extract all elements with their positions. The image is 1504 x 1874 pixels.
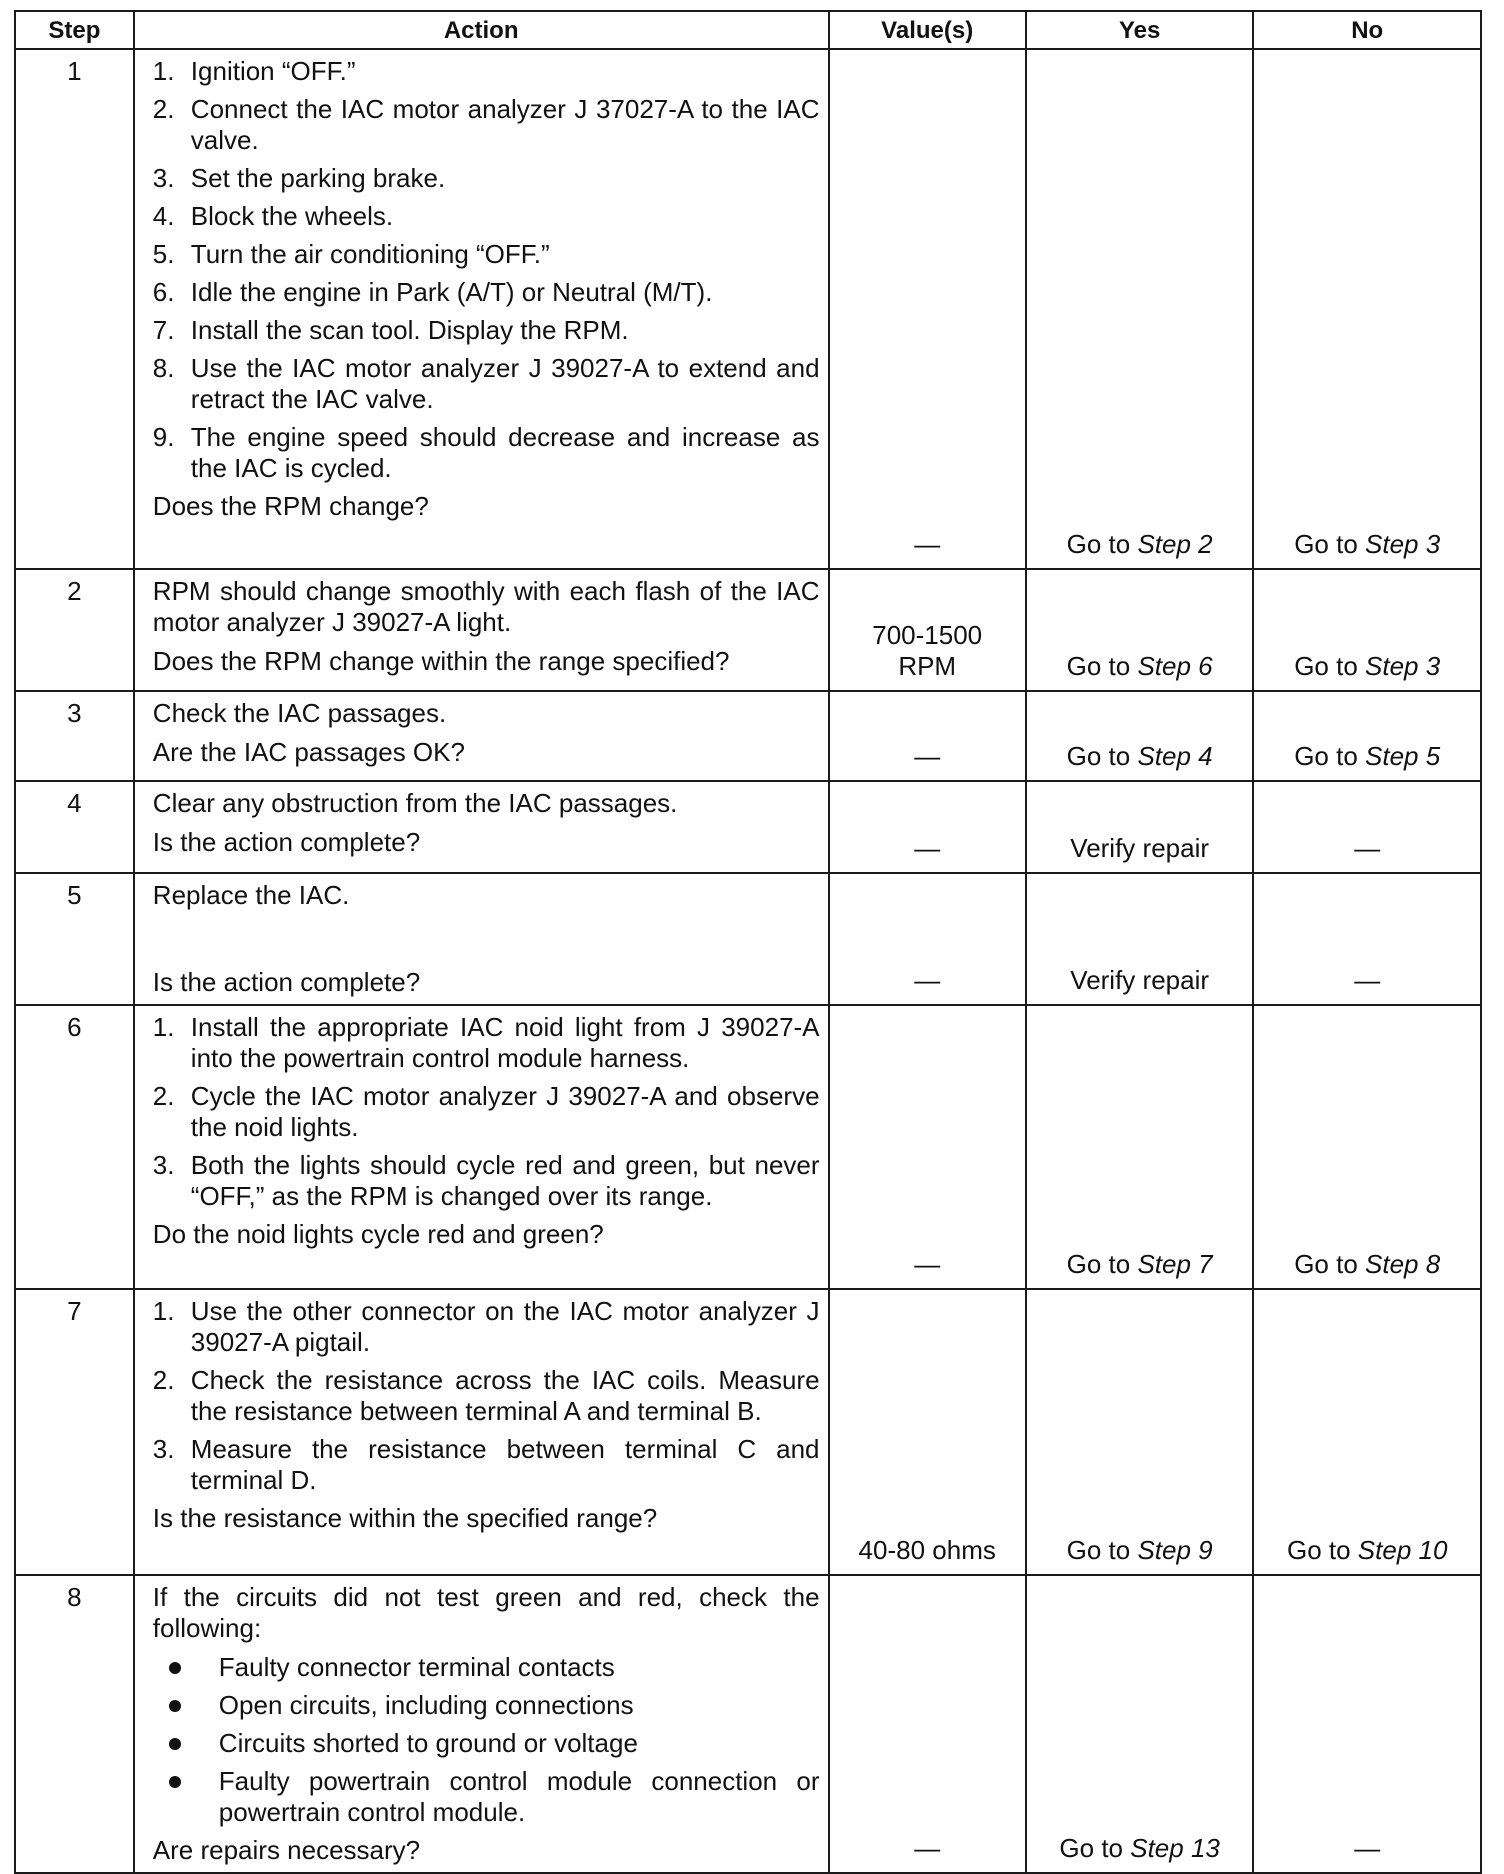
header-step: Step <box>15 11 134 49</box>
diagnostic-table <box>14 10 1482 1874</box>
action-text: Replace the IAC. <box>152 880 350 910</box>
header-row <box>15 11 1481 49</box>
list-item: 3. Both the lights should cycle red and green, but never “OFF,” as the RPM is changed over its range. <box>152 1150 820 1211</box>
no-cell: Go to Step 8 <box>1253 1005 1481 1289</box>
value-cell: — <box>829 1005 1026 1289</box>
list-item: 1. Install the appropriate IAC noid light from J 39027-A into the powertrain control module harness. <box>152 1012 820 1073</box>
yes-cell: Go to Step 6 <box>1026 569 1254 691</box>
list-item: Circuits shorted to ground or voltage <box>153 1728 820 1759</box>
action-cell <box>134 873 829 1005</box>
action-cell <box>134 569 829 691</box>
list-item: 7. Install the scan tool. Display the RPM. <box>152 315 629 345</box>
no-cell: Go to Step 10 <box>1253 1289 1481 1575</box>
action-text: Clear any obstruction from the IAC passages. <box>152 788 678 818</box>
action-cell <box>134 1005 829 1289</box>
bullet-icon <box>169 1738 181 1750</box>
header-no: No <box>1253 11 1481 49</box>
no-cell: Go to Step 3 <box>1253 569 1481 691</box>
no-cell: Go to Step 5 <box>1253 691 1481 781</box>
list-item: 4. Block the wheels. <box>152 201 394 231</box>
header-values: Value(s) <box>829 11 1026 49</box>
list-item: 3. Measure the resistance between terminal C and terminal D. <box>152 1434 820 1495</box>
step-number: 2 <box>15 569 134 691</box>
step-number: 5 <box>15 873 134 1005</box>
value-cell: — <box>829 781 1026 873</box>
yes-cell: Verify repair <box>1026 873 1254 1005</box>
action-cell <box>134 1575 829 1873</box>
value-cell: — <box>829 49 1026 569</box>
value-cell: — <box>829 873 1026 1005</box>
action-text: RPM should change smoothly with each flash of the IAC motor analyzer J 39027-A light. <box>152 576 820 637</box>
yes-cell: Go to Step 13 <box>1026 1575 1254 1873</box>
question-text: Is the resistance within the specified range? <box>152 1503 658 1533</box>
list-item: 2. Connect the IAC motor analyzer J 37027-A to the IAC valve. <box>152 94 820 155</box>
list-item: 3. Set the parking brake. <box>152 163 446 193</box>
list-item: Faulty connector terminal contacts <box>153 1652 820 1683</box>
list-item: 2. Check the resistance across the IAC coils. Measure the resistance between terminal A and terminal B. <box>152 1365 820 1426</box>
table-row <box>15 1575 1481 1873</box>
table-row <box>15 569 1481 691</box>
step-number: 3 <box>15 691 134 781</box>
step-number: 8 <box>15 1575 134 1873</box>
yes-cell: Go to Step 9 <box>1026 1289 1254 1575</box>
value-cell: 40-80 ohms <box>829 1289 1026 1575</box>
no-cell: — <box>1253 873 1481 1005</box>
bullet-icon <box>169 1662 181 1674</box>
list-item: Faulty powertrain control module connection or powertrain control module. <box>153 1766 820 1828</box>
list-item: 5. Turn the air conditioning “OFF.” <box>152 239 550 269</box>
action-cell <box>134 781 829 873</box>
bullet-icon <box>169 1776 181 1788</box>
header-yes: Yes <box>1026 11 1254 49</box>
action-steps <box>153 1012 820 1212</box>
value-cell: — <box>829 691 1026 781</box>
list-item: Open circuits, including connections <box>153 1690 820 1721</box>
table-row <box>15 49 1481 569</box>
step-number: 6 <box>15 1005 134 1289</box>
action-cell <box>134 691 829 781</box>
action-steps <box>153 56 820 484</box>
question-text: Are the IAC passages OK? <box>152 737 465 767</box>
question-text: Is the action complete? <box>152 827 421 857</box>
question-text: Does the RPM change within the range specified? <box>152 646 730 676</box>
no-cell: — <box>1253 781 1481 873</box>
question-text: Do the noid lights cycle red and green? <box>152 1219 604 1249</box>
list-item: 8. Use the IAC motor analyzer J 39027-A to extend and retract the IAC valve. <box>152 353 820 414</box>
table-row <box>15 691 1481 781</box>
table-row <box>15 781 1481 873</box>
no-cell: Go to Step 3 <box>1253 49 1481 569</box>
header-action: Action <box>134 11 829 49</box>
list-item: 6. Idle the engine in Park (A/T) or Neutral (M/T). <box>152 277 713 307</box>
action-text: Check the IAC passages. <box>152 698 447 728</box>
table-row <box>15 873 1481 1005</box>
step-number: 7 <box>15 1289 134 1575</box>
value-cell: 700-1500 RPM <box>829 569 1026 691</box>
yes-cell: Verify repair <box>1026 781 1254 873</box>
list-item: 1. Ignition “OFF.” <box>152 56 356 86</box>
action-cell <box>134 49 829 569</box>
action-cell <box>134 1289 829 1575</box>
list-item: 1. Use the other connector on the IAC motor analyzer J 39027-A pigtail. <box>152 1296 820 1357</box>
list-item: 9. The engine speed should decrease and increase as the IAC is cycled. <box>152 422 820 483</box>
step-number: 1 <box>15 49 134 569</box>
bullet-icon <box>169 1700 181 1712</box>
value-cell: — <box>829 1575 1026 1873</box>
table-row <box>15 1289 1481 1575</box>
action-steps <box>153 1296 820 1496</box>
yes-cell: Go to Step 4 <box>1026 691 1254 781</box>
action-text: If the circuits did not test green and red, check the following: <box>152 1582 820 1643</box>
yes-cell: Go to Step 2 <box>1026 49 1254 569</box>
table-row <box>15 1005 1481 1289</box>
no-cell: — <box>1253 1575 1481 1873</box>
question-text: Is the action complete? <box>152 967 421 997</box>
list-item: 2. Cycle the IAC motor analyzer J 39027-A and observe the noid lights. <box>152 1081 820 1142</box>
question-text: Are repairs necessary? <box>152 1835 421 1865</box>
question-text: Does the RPM change? <box>152 491 429 521</box>
yes-cell: Go to Step 7 <box>1026 1005 1254 1289</box>
step-number: 4 <box>15 781 134 873</box>
check-list <box>153 1652 820 1828</box>
